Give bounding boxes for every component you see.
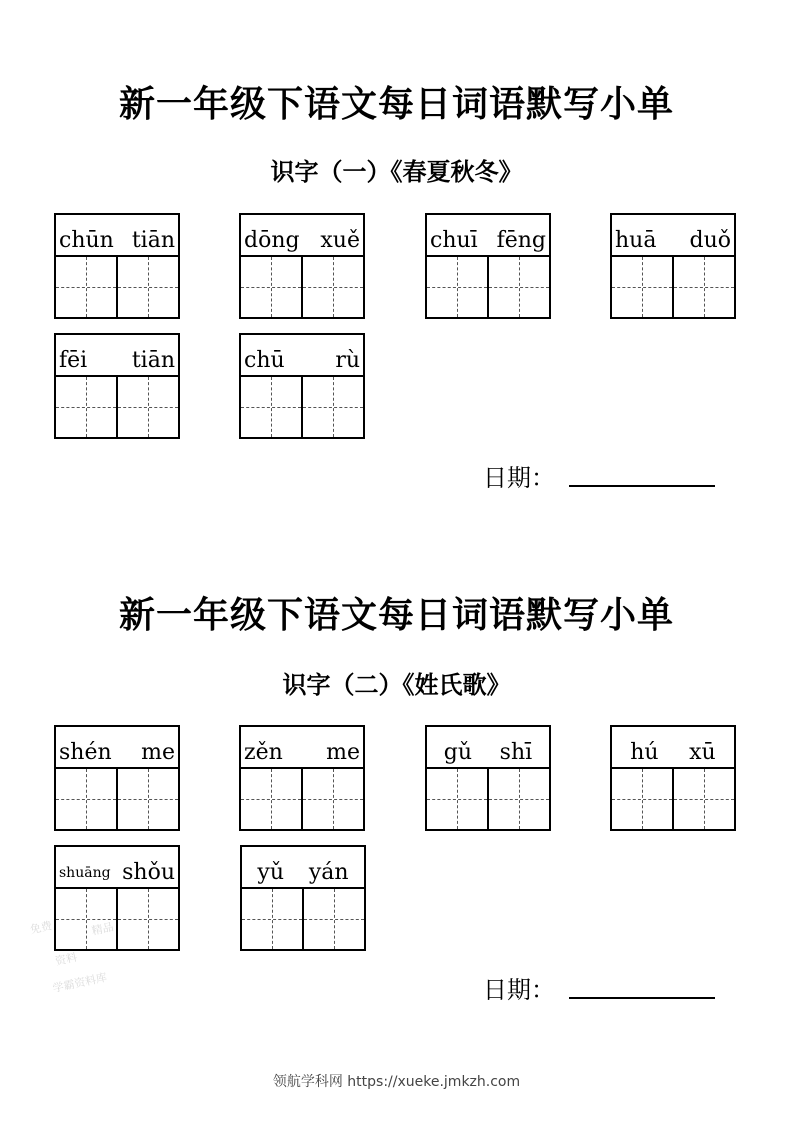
pinyin-syllable: gǔ — [443, 740, 473, 765]
writing-cell[interactable] — [116, 257, 178, 317]
word-card — [425, 725, 551, 831]
writing-grid[interactable] — [425, 767, 551, 831]
date-input-line[interactable] — [569, 997, 715, 999]
watermark-text: 资料 — [54, 950, 79, 968]
date-label: 日期： — [483, 464, 555, 492]
pinyin-row — [239, 725, 365, 767]
writing-cell[interactable] — [612, 257, 672, 317]
pinyin-syllable: xū — [689, 740, 716, 765]
pinyin-syllable: chūn — [59, 228, 114, 253]
watermark-stamp — [18, 893, 172, 1047]
writing-cell[interactable] — [487, 769, 549, 829]
pinyin-syllable: shén — [59, 740, 112, 765]
pinyin-syllable: hú — [630, 740, 659, 765]
pinyin-row — [54, 213, 180, 255]
writing-grid[interactable] — [239, 375, 365, 439]
pinyin-row — [425, 213, 551, 255]
writing-grid[interactable] — [610, 767, 736, 831]
pinyin-row — [239, 333, 365, 375]
word-card — [54, 333, 180, 439]
pinyin-syllable: yǔ — [257, 860, 285, 885]
pinyin-syllable: tiān — [131, 228, 175, 253]
writing-grid[interactable] — [240, 887, 366, 951]
pinyin-syllable: me — [141, 740, 175, 765]
section-1-subtitle: 识字（一）《春夏秋冬》 — [270, 158, 523, 186]
writing-cell[interactable] — [427, 769, 487, 829]
pinyin-syllable: fēi — [59, 348, 88, 373]
writing-cell[interactable] — [301, 377, 363, 437]
pinyin-syllable: huā — [615, 228, 657, 253]
pinyin-syllable: me — [326, 740, 360, 765]
pinyin-row — [54, 845, 180, 887]
writing-cell[interactable] — [301, 769, 363, 829]
writing-cell[interactable] — [672, 257, 734, 317]
pinyin-syllable: xuě — [320, 228, 360, 253]
writing-cell[interactable] — [487, 257, 549, 317]
word-card — [239, 725, 365, 831]
pinyin-syllable: chuī — [430, 228, 478, 253]
word-card — [610, 725, 736, 831]
writing-grid[interactable] — [239, 767, 365, 831]
writing-cell[interactable] — [302, 889, 364, 949]
pinyin-row — [54, 333, 180, 375]
writing-grid[interactable] — [610, 255, 736, 319]
date-label: 日期： — [483, 976, 555, 1004]
watermark-text: 学霸资料库 — [51, 970, 109, 996]
writing-cell[interactable] — [241, 769, 301, 829]
writing-grid[interactable] — [54, 767, 180, 831]
writing-cell[interactable] — [241, 257, 301, 317]
section-2-subtitle: 识字（二）《姓氏歌》 — [282, 671, 511, 699]
writing-grid[interactable] — [425, 255, 551, 319]
writing-grid[interactable] — [54, 255, 180, 319]
writing-cell[interactable] — [56, 257, 116, 317]
pinyin-syllable: duǒ — [689, 228, 731, 253]
writing-cell[interactable] — [672, 769, 734, 829]
pinyin-syllable: dōng — [244, 228, 300, 253]
word-card — [239, 213, 365, 319]
word-card — [425, 213, 551, 319]
pinyin-syllable: shǒu — [122, 860, 175, 885]
pinyin-syllable: chū — [244, 348, 285, 373]
writing-cell[interactable] — [56, 769, 116, 829]
writing-cell[interactable] — [427, 257, 487, 317]
pinyin-row — [54, 725, 180, 767]
writing-cell[interactable] — [301, 257, 363, 317]
writing-cell[interactable] — [116, 769, 178, 829]
writing-grid[interactable] — [239, 255, 365, 319]
writing-cell[interactable] — [116, 377, 178, 437]
word-card — [240, 845, 366, 951]
pinyin-syllable: yán — [308, 860, 349, 885]
writing-cell[interactable] — [612, 769, 672, 829]
pinyin-row — [425, 725, 551, 767]
word-card — [54, 213, 180, 319]
watermark-text: 精品 — [90, 920, 115, 938]
pinyin-syllable: tiān — [131, 348, 175, 373]
footer-source: 领航学科网 https://xueke.jmkzh.com — [272, 1074, 521, 1090]
writing-cell[interactable] — [56, 377, 116, 437]
date-input-line[interactable] — [569, 485, 715, 487]
pinyin-row — [610, 213, 736, 255]
pinyin-syllable: rù — [335, 348, 360, 373]
section-2-title: 新一年级下语文每日词语默写小单 — [118, 595, 674, 636]
word-card — [54, 725, 180, 831]
pinyin-syllable: shuāng — [59, 865, 111, 881]
writing-cell[interactable] — [242, 889, 302, 949]
pinyin-row — [610, 725, 736, 767]
watermark-text: 免费 — [28, 919, 54, 937]
pinyin-syllable: fēng — [496, 228, 546, 253]
pinyin-row — [240, 845, 366, 887]
pinyin-syllable: shī — [499, 740, 533, 765]
pinyin-syllable: zěn — [244, 740, 283, 765]
writing-grid[interactable] — [54, 375, 180, 439]
writing-cell[interactable] — [241, 377, 301, 437]
pinyin-row — [239, 213, 365, 255]
word-card — [239, 333, 365, 439]
word-card — [610, 213, 736, 319]
section-1-title: 新一年级下语文每日词语默写小单 — [118, 84, 674, 125]
